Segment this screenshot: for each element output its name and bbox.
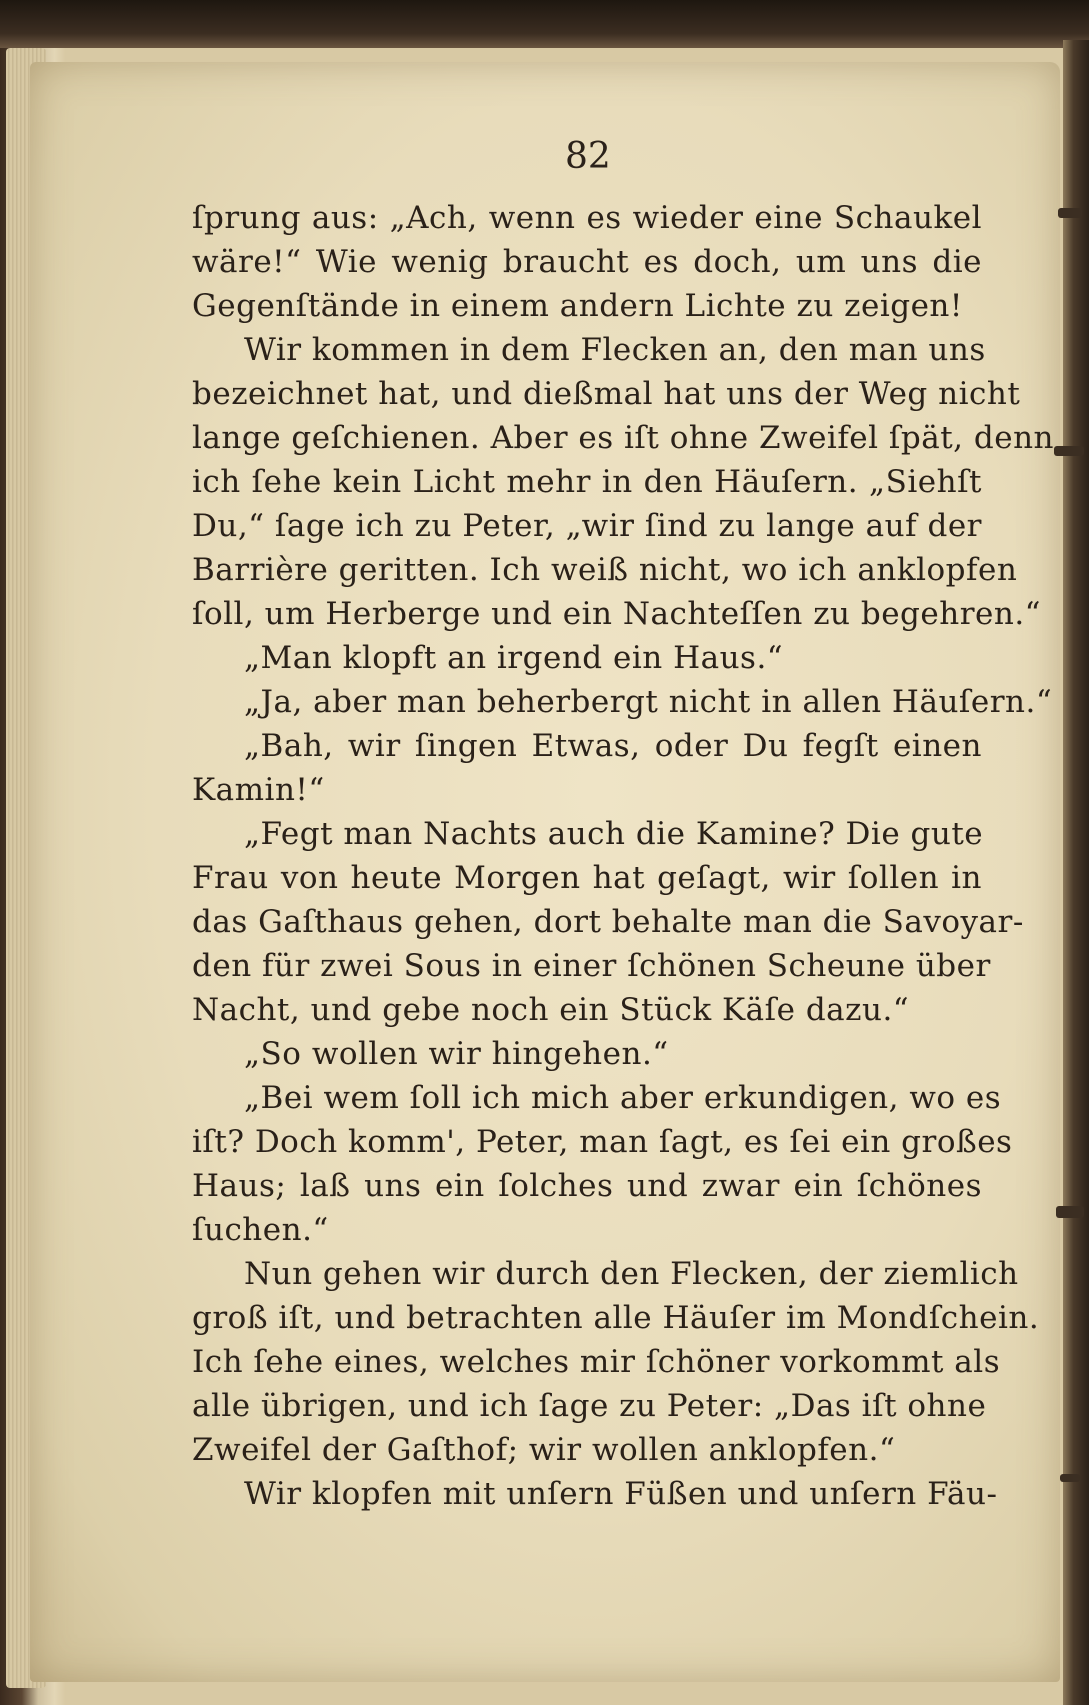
text-line: „Man klopft an irgend ein Haus.“ (244, 640, 784, 676)
bookmark-tab-lower (1056, 1206, 1084, 1218)
text-line: ſoll, um Herberge und ein Nachteſſen zu begehren.“ (192, 596, 1042, 632)
book-right-edge (1063, 40, 1089, 1705)
page-number: 82 (565, 136, 611, 177)
bookmark-tab-bottom (1060, 1474, 1080, 1482)
text-line: Barrière geritten. Ich weiß nicht, wo ich anklopfen (192, 552, 1018, 588)
text-line: das Gaſthaus gehen, dort behalte man die Savoyar- (192, 904, 1024, 940)
text-line: Nun gehen wir durch den Flecken, der ziemlich (244, 1256, 1019, 1292)
text-line: ſuchen.“ (192, 1212, 329, 1248)
text-line: iſt? Doch komm', Peter, man ſagt, es ſei ein großes (192, 1124, 1013, 1160)
bookmark-tab-middle (1054, 446, 1084, 456)
text-line: „Bah, wir ſingen Etwas, oder Du fegſt einen (244, 728, 982, 764)
text-line: „Ja, aber man beherbergt nicht in allen Häuſern.“ (244, 684, 1053, 720)
text-line: bezeichnet hat, und dießmal hat uns der Weg nicht (192, 376, 1021, 412)
book-top-edge (0, 0, 1089, 48)
page-text (192, 196, 1055, 1516)
text-line: „So wollen wir hingehen.“ (244, 1036, 669, 1072)
text-line: Frau von heute Morgen hat geſagt, wir ſollen in (192, 860, 982, 896)
text-line: Zweifel der Gaſthof; wir wollen anklopfen.“ (192, 1432, 896, 1468)
text-line: lange geſchienen. Aber es iſt ohne Zweifel ſpät, denn (192, 420, 1055, 456)
text-line: Du,“ ſage ich zu Peter, „wir ſind zu lange auf der (192, 508, 982, 544)
text-line: den für zwei Sous in einer ſchönen Scheune über (192, 948, 991, 984)
bookmark-tab-top (1058, 208, 1082, 218)
text-line: Ich ſehe eines, welches mir ſchöner vorkommt als (192, 1344, 1001, 1380)
text-line: ſprung aus: „Ach, wenn es wieder eine Schaukel (192, 200, 982, 236)
text-line: Gegenſtände in einem andern Lichte zu zeigen! (192, 288, 963, 324)
text-line: Haus; laß uns ein ſolches und zwar ein ſchönes (192, 1168, 982, 1204)
text-line: ich ſehe kein Licht mehr in den Häuſern. „Siehſt (192, 464, 982, 500)
text-line: wäre!“ Wie wenig braucht es doch, um uns die (192, 244, 982, 280)
text-line: alle übrigen, und ich ſage zu Peter: „Das iſt ohne (192, 1388, 987, 1424)
text-line: „Fegt man Nachts auch die Kamine? Die gute (244, 816, 984, 852)
text-line: groß iſt, und betrachten alle Häuſer im Mondſchein. (192, 1300, 1040, 1336)
text-line: Wir kommen in dem Flecken an, den man uns (244, 332, 986, 368)
text-line: Nacht, und gebe noch ein Stück Käſe dazu.“ (192, 992, 910, 1028)
text-line: Wir klopfen mit unſern Füßen und unſern Fäu- (244, 1476, 998, 1512)
text-line: Kamin!“ (192, 772, 325, 808)
text-line: „Bei wem ſoll ich mich aber erkundigen, wo es (244, 1080, 1002, 1116)
